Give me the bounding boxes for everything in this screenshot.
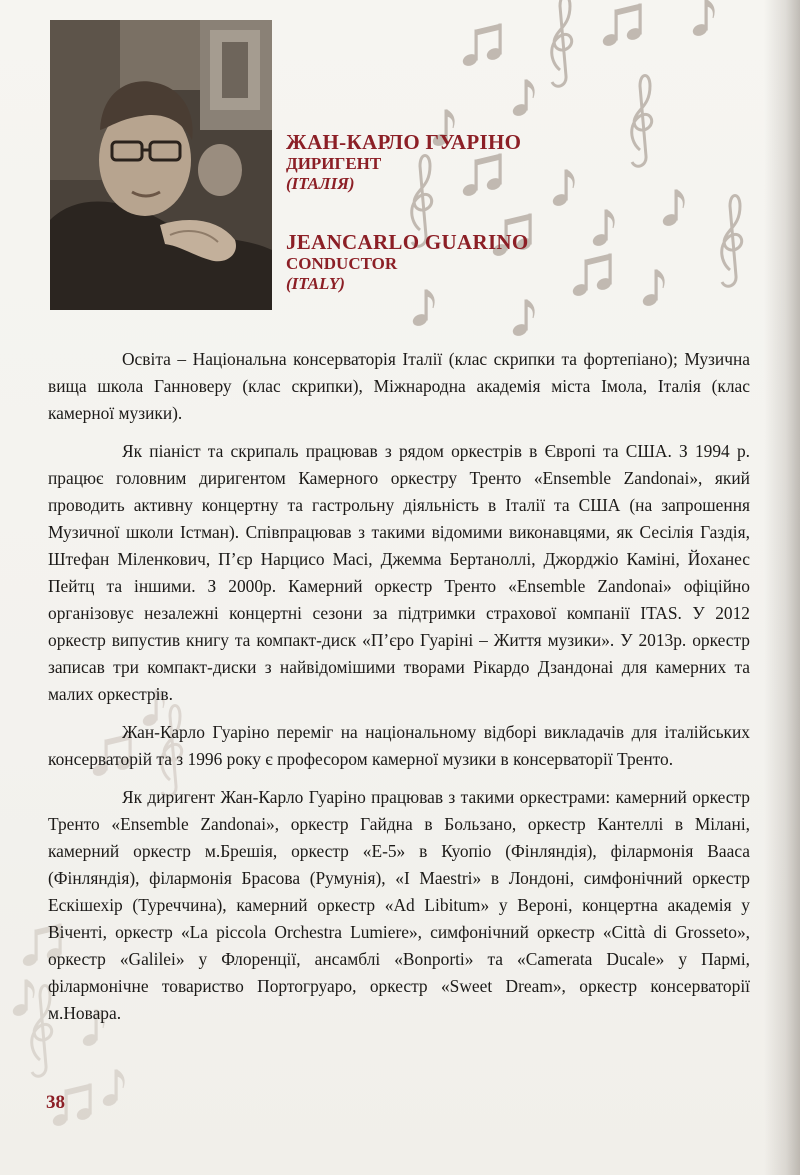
- artist-name-uk: ЖАН-КАРЛО ГУАРІНО: [286, 130, 522, 154]
- biography-paragraph: Як диригент Жан-Карло Гуаріно працював з такими оркестрами: камерний оркестр Тренто «Ensemble Zandonai», оркестр Гайдна в Бользано, оркестр Кантеллі в Мілані, камерний оркестр м.Брешія, оркестр «E-5» в Куопіо (Фінляндія), філармонія Вааса (Фінляндія), філармонія Брасова (Румунія), «I Maestri» в Лондоні, симфонічний оркестр Ескішехір (Туреччина), камерний оркестр «Ad Libitum» у Вероні, концертна академія у Віченті, оркестр «La piccola Orchestra Lumiere», симфонічний оркестр «Città di Grosseto», оркестр «Galilei» у Флоренції, ансамблі «Bonporti» та «Camerata Ducale» у Пармі, філармонічне товариство Портогруаро, оркестр «Sweet Dream», оркестр консерваторії м.Новара.: [48, 787, 750, 1023]
- biography-paragraph: Як піаніст та скрипаль працював з рядом оркестрів в Європі та США. З 1994 р. працює головним диригентом Камерного оркестру Тренто «Ensemble Zandonai», який проводить активну концертну та гастрольну діяльність в Італії та США (на запрошення Музичної школи Істман). Співпрацював з такими відомими виконавцями, як Сесілія Газдія, Штефан Міленкович, П’єр Нарцисо Масі, Джемма Бертаноллі, Джорджіо Каміні, Йоханес Пейтц та іншими. З 2000р. Камерний оркестр Тренто «Ensemble Zandonai» офіційно організовує незалежні концертні сезони за підтримки страхової компанії ITAS. У 2012 оркестр випустив книгу та компакт-диск «П’єро Гуаріні – Життя музики». У 2013р. оркестр записав три компакт-диски з найвідомішими творами Рікардо Дзандонаі для камерних та малих оркестрів.: [48, 441, 750, 704]
- artist-role-en: CONDUCTOR: [286, 254, 398, 273]
- biography-paragraph: Освіта – Національна консерваторія Італії (клас скрипки та фортепіано); Музична вища школа Ганноверу (клас скрипки), Міжнародна академія міста Імола, Італія (клас камерної музики).: [48, 349, 750, 423]
- artist-heading: [286, 130, 606, 294]
- artist-role-uk: ДИРИГЕНТ: [286, 154, 382, 173]
- biography-text: [48, 346, 750, 1038]
- page-number: 38: [46, 1092, 65, 1113]
- page-spine-shadow: [764, 0, 800, 1175]
- artist-name-en: JEANCARLO GUARINO: [286, 230, 529, 254]
- artist-country-en: (ITALY): [286, 274, 345, 293]
- biography-paragraph: Жан-Карло Гуаріно переміг на національному відборі викладачів для італійських консерваторій та з 1996 року є професором камерної музики в консерваторії Тренто.: [48, 722, 750, 769]
- artist-country-uk: (ІТАЛІЯ): [286, 174, 355, 193]
- portrait-photo: [50, 20, 272, 310]
